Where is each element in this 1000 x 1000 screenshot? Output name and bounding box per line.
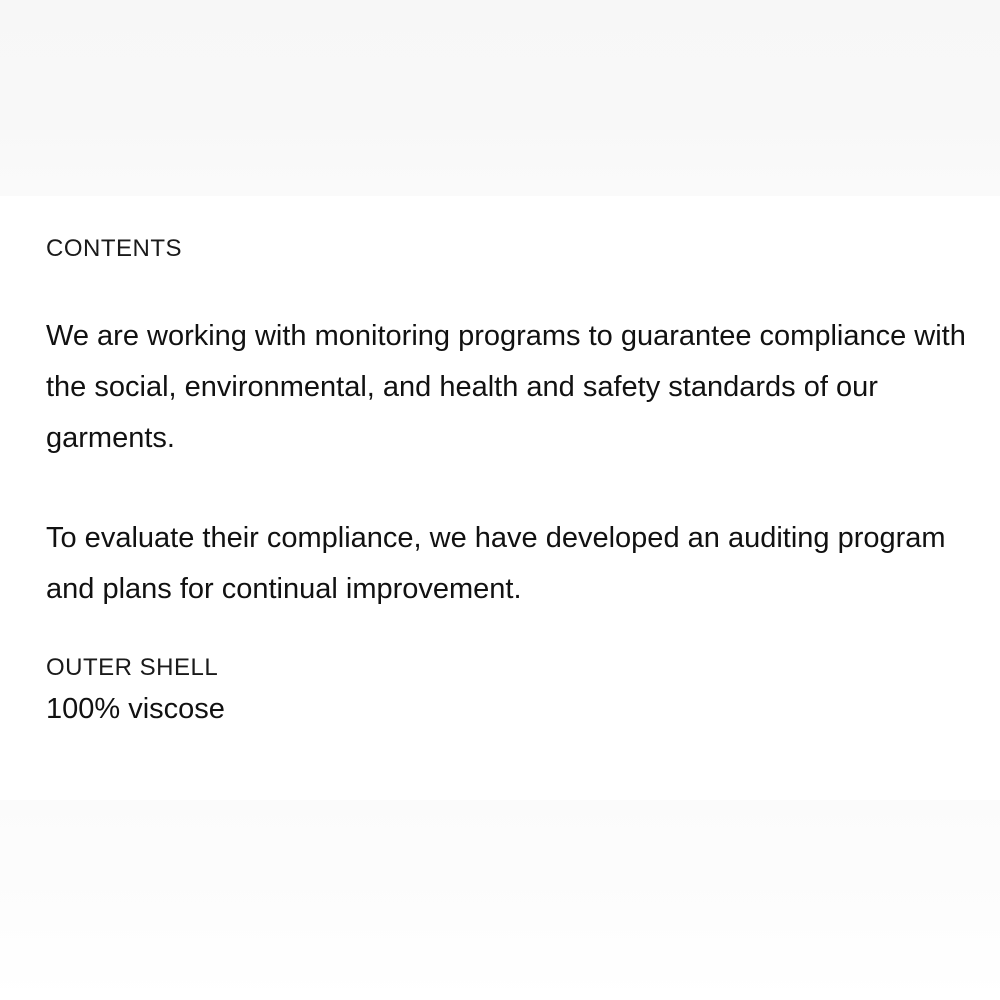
product-info-section	[46, 232, 966, 729]
bottom-background-band	[0, 800, 1000, 1000]
top-background-band	[0, 0, 1000, 196]
outer-shell-heading: OUTER SHELL	[46, 654, 219, 681]
contents-heading: CONTENTS	[46, 235, 182, 262]
contents-paragraph-monitoring: We are working with monitoring programs to guarantee compliance with the social, environmental, and health and safety standards of our garments.	[46, 320, 966, 454]
outer-shell-composition: 100% viscose	[46, 693, 225, 725]
contents-paragraph-auditing: To evaluate their compliance, we have developed an auditing program and plans for continual improvement.	[46, 522, 946, 605]
